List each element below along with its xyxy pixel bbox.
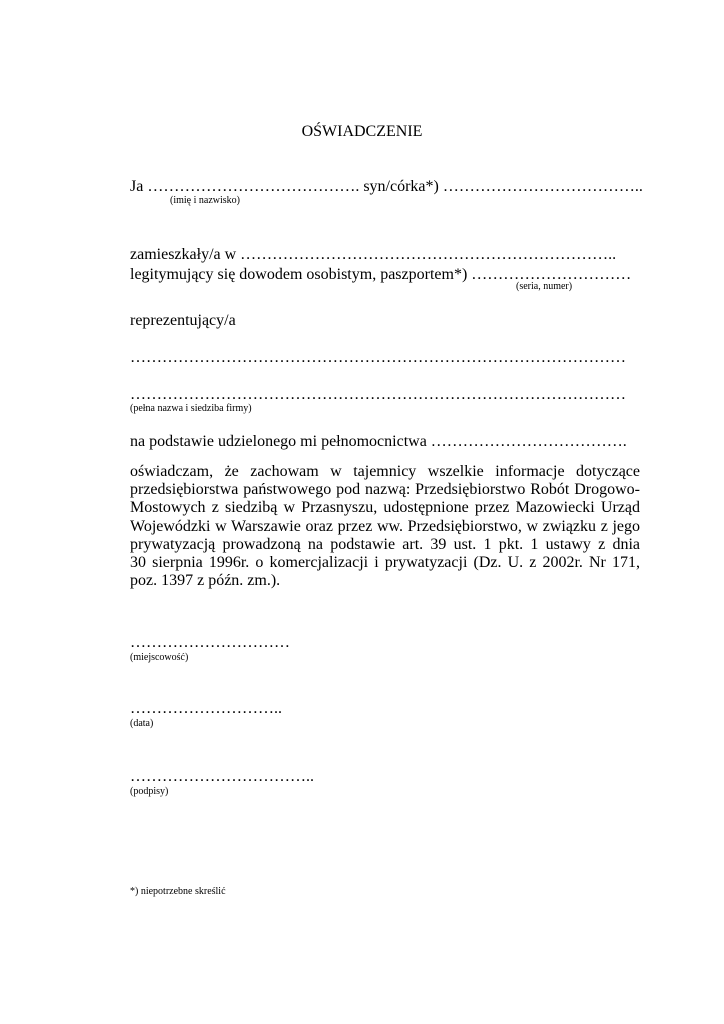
statement-line: przedsiębiorstwa państwowego pod nazwą: Przedsiębiorstwo Robót Drogowo-	[130, 481, 640, 499]
name-label: (imię i nazwisko)	[170, 195, 240, 206]
date-dots: ………………………..	[130, 700, 282, 717]
statement-line: oświadczam, że zachowam w tajemnicy wszelkie informacje dotyczące	[130, 463, 640, 480]
date-label: (data)	[130, 718, 154, 729]
place-label: (miejscowość)	[130, 652, 189, 663]
statement-paragraph	[130, 463, 640, 590]
proxy-line: na podstawie udzielonego mi pełnomocnictwa ……………………………….	[130, 433, 627, 450]
company-dots-line-1: …………………………………………………………………………………	[130, 349, 626, 366]
representing-line: reprezentujący/a	[130, 312, 236, 329]
signature-label: (podpisy)	[130, 786, 169, 797]
signature-dots: ……………………………..	[130, 768, 314, 785]
address-line: zamieszkały/a w ……………………………………………………………..	[130, 246, 617, 263]
footnote: *) niepotrzebne skreślić	[130, 886, 226, 897]
statement-line: 30 sierpnia 1996r. o komercjalizacji i prywatyzacji (Dz. U. z 2002r. Nr 171,	[130, 553, 640, 571]
document-title: OŚWIADCZENIE	[301, 123, 423, 140]
company-dots-line-2: …………………………………………………………………………………	[130, 386, 626, 403]
company-label: (pełna nazwa i siedziba firmy)	[130, 403, 252, 414]
name-line: Ja …………………………………. syn/córka*) ………………………………..	[130, 178, 643, 195]
statement-line: poz. 1397 z późn. zm.).	[130, 572, 281, 590]
id-document-line: legitymujący się dowodem osobistym, paszportem*) …………………………	[130, 266, 632, 283]
series-number-label: (seria, numer)	[516, 281, 573, 292]
statement-line: prywatyzacją prowadzoną na podstawie art. 39 ust. 1 pkt. 1 ustawy z dnia	[130, 535, 640, 553]
statement-line: Wojewódzki w Warszawie oraz przez ww. Przedsiębiorstwo, w związku z jego	[130, 517, 640, 535]
statement-line: Mostowych z siedzibą w Przasnyszu, udostępnione przez Mazowiecki Urząd	[130, 499, 640, 517]
place-dots: …………………………	[130, 634, 290, 651]
